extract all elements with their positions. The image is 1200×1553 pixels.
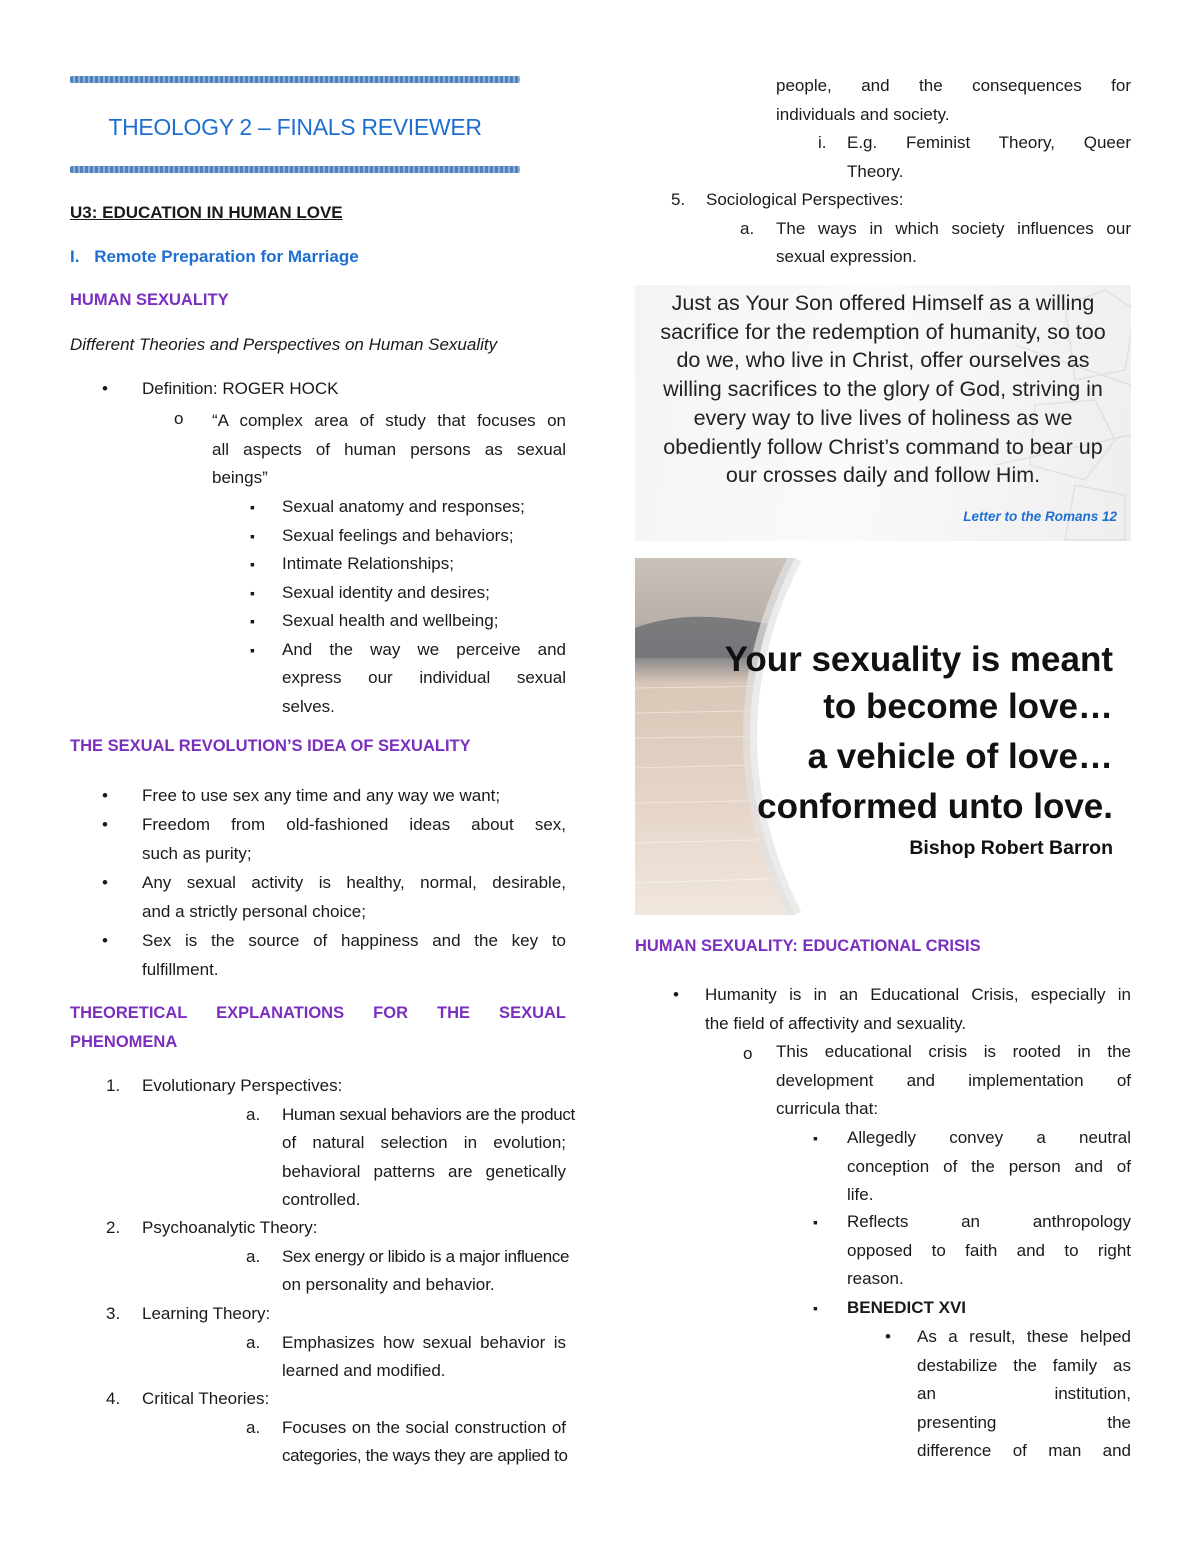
benedict-line: difference of man and <box>917 1441 1131 1460</box>
romans-quote-text <box>635 289 1131 490</box>
theory-number: 4. <box>106 1389 121 1408</box>
quote-line: obediently follow Christ’s command to bear up <box>663 434 1103 459</box>
theory-number: 1. <box>106 1076 121 1095</box>
revolution-heading: THE SEXUAL REVOLUTION’S IDEA OF SEXUALITY <box>70 737 471 755</box>
quote-line: Just as Your Son offered Himself as a willing <box>671 291 1095 315</box>
revolution-line: fulfillment. <box>142 959 219 979</box>
theory-sub-letter: a. <box>740 218 755 238</box>
benedict-label: BENEDICT XVI <box>847 1298 967 1317</box>
theory-sub-letter: a. <box>246 1332 261 1352</box>
theory-line: The ways in which society influences our <box>776 218 1131 238</box>
revolution-line: Free to use sex any time and any way we want; <box>142 786 501 805</box>
bullet-icon <box>102 782 108 811</box>
romans-quote-source: Letter to the Romans 12 <box>963 509 1117 524</box>
crisis-sub-line: curricula that: <box>776 1099 879 1118</box>
aspect-text-line: express our individual sexual <box>282 668 566 687</box>
bullet-icon <box>885 1323 891 1352</box>
crisis-sub-line: development and implementation of <box>776 1070 1131 1090</box>
definition-label: Definition: ROGER HOCK <box>142 379 339 398</box>
square-bullet-icon <box>813 1124 818 1153</box>
aspect-text: Sexual anatomy and responses; <box>282 497 525 516</box>
square-bullet-icon <box>813 1294 818 1323</box>
theories-subheading: Different Theories and Perspectives on Human Sexuality <box>70 335 498 354</box>
definition-quote-line: beings” <box>212 468 268 487</box>
theory-number: 5. <box>671 190 686 209</box>
theory-line: learned and modified. <box>282 1361 446 1380</box>
theory-label: Evolutionary Perspectives: <box>142 1076 343 1095</box>
crisis-line: the field of affectivity and sexuality. <box>705 1013 967 1033</box>
crisis-point-line: reason. <box>847 1269 904 1288</box>
list-item <box>70 522 566 551</box>
document-title: THEOLOGY 2 – FINALS REVIEWER <box>108 114 482 140</box>
section-label: Remote Preparation for Marriage <box>94 247 359 266</box>
theory-sub-letter: a. <box>246 1246 261 1266</box>
crisis-line: Humanity is in an Educational Crisis, especially in <box>705 985 1131 1004</box>
theory-line: controlled. <box>282 1190 361 1209</box>
theory-line: Human sexual behaviors are the product <box>282 1104 575 1124</box>
theory-label: Critical Theories: <box>142 1389 270 1408</box>
example-line: E.g. Feminist Theory, Queer <box>847 133 1131 152</box>
example-roman-numeral: i. <box>818 133 827 152</box>
revolution-list <box>70 782 566 985</box>
aspect-text: Sexual identity and desires; <box>282 582 490 602</box>
human-sexuality-heading: HUMAN SEXUALITY <box>70 291 229 309</box>
benedict-line: an institution, <box>917 1384 1131 1403</box>
section-number: I. <box>70 247 80 266</box>
revolution-line: such as purity; <box>142 843 252 863</box>
title-rule-top <box>70 76 520 83</box>
bullet-icon <box>102 379 108 399</box>
revolution-line: Freedom from old-fashioned ideas about sex, <box>142 815 566 834</box>
crisis-point-line: opposed to faith and to right <box>847 1240 1131 1260</box>
list-item <box>70 493 566 522</box>
theory-sub-letter: a. <box>246 1104 261 1124</box>
barron-quote-line: conformed unto love. <box>757 787 1113 826</box>
square-bullet-icon <box>250 579 255 608</box>
unit-heading: U3: EDUCATION IN HUMAN LOVE <box>70 203 343 222</box>
revolution-line: Any sexual activity is healthy, normal, desirable, <box>142 873 566 892</box>
barron-quote-line: to become love… <box>823 687 1113 726</box>
crisis-sub-line: This educational crisis is rooted in the <box>776 1042 1131 1061</box>
definition-quote-line: all aspects of human persons as sexual <box>212 439 566 459</box>
quote-line: sacrifice for the redemption of humanity, so too <box>660 319 1106 344</box>
theory-number: 3. <box>106 1304 121 1323</box>
aspects-list <box>70 493 566 722</box>
example-line: Theory. <box>847 161 904 181</box>
crisis-heading: HUMAN SEXUALITY: EDUCATIONAL CRISIS <box>635 937 981 955</box>
theory-line: of natural selection in evolution; <box>282 1133 566 1152</box>
square-bullet-icon <box>250 493 255 522</box>
bullet-icon <box>102 927 108 956</box>
theory-line: categories, the ways they are applied to <box>282 1446 568 1465</box>
theory-sub-letter: a. <box>246 1417 261 1437</box>
theory-line: people, and the consequences for <box>776 76 1131 95</box>
list-item <box>70 636 566 722</box>
definition-quote-line: “A complex area of study that focuses on <box>212 411 566 430</box>
bullet-icon <box>673 981 679 1010</box>
quote-line: every way to live lives of holiness as we <box>693 405 1073 430</box>
crisis-point-line: conception of the person and of <box>847 1156 1131 1176</box>
barron-quote-author: Bishop Robert Barron <box>909 837 1113 859</box>
quote-line: our crosses daily and follow Him. <box>725 463 1041 488</box>
list-item <box>70 607 566 636</box>
bullet-icon <box>102 869 108 898</box>
theory-line: behavioral patterns are genetically <box>282 1161 566 1181</box>
list-item <box>70 927 566 985</box>
circle-bullet-icon: o <box>743 1044 753 1063</box>
theories-heading <box>70 999 566 1057</box>
square-bullet-icon <box>250 636 255 665</box>
theory-line: Sex energy or libido is a major influence <box>282 1246 570 1266</box>
quote-line: willing sacrifices to the glory of God, striving in <box>663 377 1103 402</box>
theory-label: Psychoanalytic Theory: <box>142 1218 318 1237</box>
barron-quote-line: Your sexuality is meant <box>724 640 1113 679</box>
section-heading <box>70 247 359 267</box>
square-bullet-icon <box>250 550 255 579</box>
theories-heading-line: PHENOMENA <box>70 1033 178 1051</box>
critical-theories-continued <box>776 72 1131 129</box>
revolution-line: and a strictly personal choice; <box>142 901 366 921</box>
benedict-line: As a result, these helped <box>917 1327 1131 1346</box>
barron-quote-image <box>635 558 1131 915</box>
aspect-text: Sexual feelings and behaviors; <box>282 525 514 545</box>
theory-line: on personality and behavior. <box>282 1275 495 1294</box>
quote-line: do we, who live in Christ, offer ourselves as <box>676 348 1090 373</box>
theory-label: Sociological Perspectives: <box>706 190 904 209</box>
circle-bullet-icon: o <box>174 409 184 428</box>
list-item <box>70 811 566 869</box>
benedict-line: destabilize the family as <box>917 1355 1131 1375</box>
theory-line: Focuses on the social construction of <box>282 1417 566 1437</box>
revolution-line: Sex is the source of happiness and the key to <box>142 931 566 950</box>
bullet-icon <box>102 811 108 840</box>
square-bullet-icon <box>250 522 255 551</box>
aspect-text-line: And the way we perceive and <box>282 639 566 659</box>
list-item <box>70 550 566 579</box>
aspect-text: Sexual health and wellbeing; <box>282 611 499 630</box>
square-bullet-icon <box>250 607 255 636</box>
aspect-text-line: selves. <box>282 696 335 716</box>
barron-quote-line: a vehicle of love… <box>807 737 1113 776</box>
square-bullet-icon <box>813 1208 818 1237</box>
theories-heading-line: THEORETICAL EXPLANATIONS FOR THE SEXUAL <box>70 1004 566 1022</box>
theory-line: Emphasizes how sexual behavior is <box>282 1332 566 1352</box>
title-rule-bottom <box>70 166 520 173</box>
theory-number: 2. <box>106 1218 121 1237</box>
theory-line: sexual expression. <box>776 247 917 266</box>
theory-line: individuals and society. <box>776 104 950 124</box>
list-item <box>70 579 566 608</box>
benedict-line: presenting the <box>917 1412 1131 1432</box>
theory-label: Learning Theory: <box>142 1304 271 1323</box>
crisis-point-line: life. <box>847 1185 874 1204</box>
aspect-text: Intimate Relationships; <box>282 554 454 573</box>
crisis-point-line: Reflects an anthropology <box>847 1212 1131 1231</box>
romans-quote-image <box>635 285 1131 541</box>
crisis-point-line: Allegedly convey a neutral <box>847 1128 1131 1147</box>
list-item <box>70 782 566 811</box>
list-item <box>70 869 566 927</box>
